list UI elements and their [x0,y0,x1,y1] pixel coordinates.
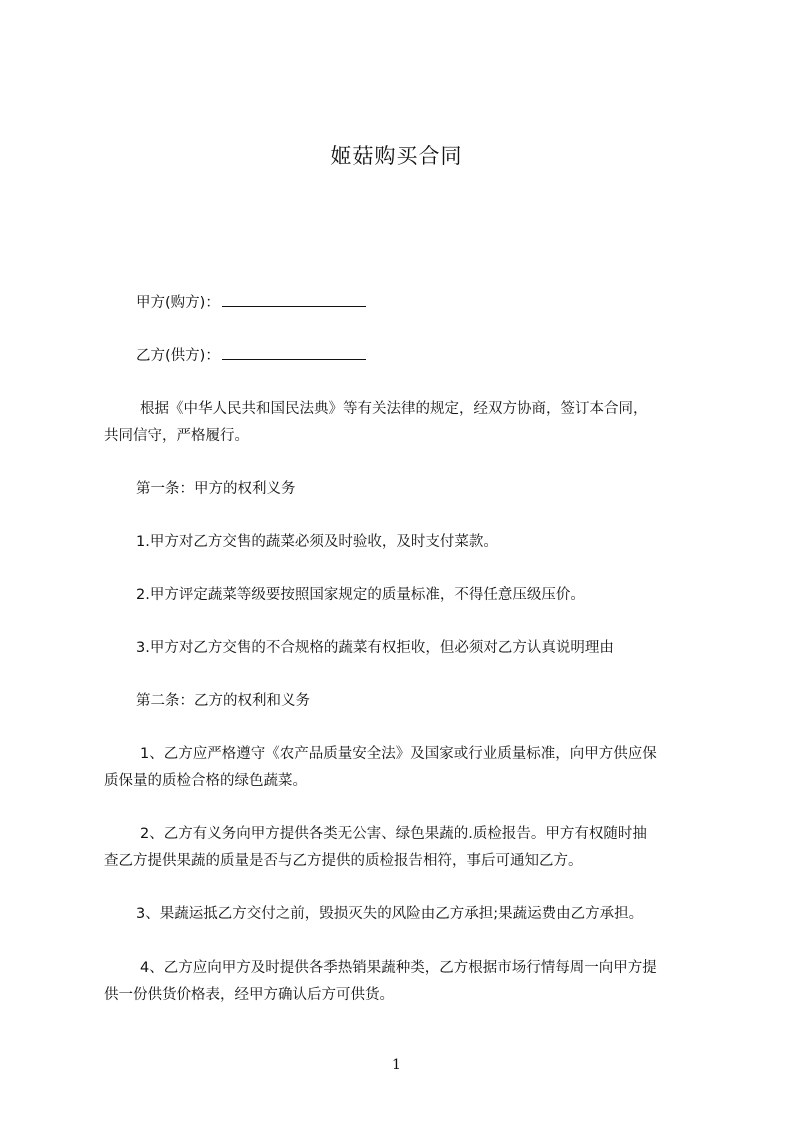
intro-line-2: 共同信守，严格履行。 [104,428,249,444]
intro-line-1: 根据《中华人民共和国民法典》等有关法律的规定，经双方协商，签订本合同， [140,401,648,417]
article1-item-2: 2.甲方评定蔬菜等级要按照国家规定的质量标准，不得任意压级压价。 [136,587,585,603]
article1-item-3: 3.甲方对乙方交售的不合规格的蔬菜有权拒收，但必须对乙方认真说明理由 [136,640,614,656]
article2-item2-line2: 查乙方提供果蔬的质量是否与乙方提供的质检报告相符，事后可通知乙方。 [104,853,583,869]
contract-title: 姬菇购买合同 [330,144,463,168]
article1-heading: 第一条：甲方的权利义务 [136,481,296,497]
party-a-blank [222,292,366,307]
article2-item4-line2: 供一份供货价格表，经甲方确认后方可供货。 [104,987,394,1003]
article2-item4-line1: 4、乙方应向甲方及时提供各季热销果蔬种类，乙方根据市场行情每周一向甲方提 [140,960,657,976]
party-b-line [136,345,366,366]
article2-item1-line2: 质保量的质检合格的绿色蔬菜。 [104,773,307,789]
article2-item1-line1: 1、乙方应严格遵守《农产品质量安全法》及国家或行业质量标准，向甲方供应保 [140,746,657,762]
party-a-line [136,292,366,313]
article1-item-1: 1.甲方对乙方交售的蔬菜必须及时验收，及时支付菜款。 [136,534,498,550]
party-a-label: 甲方(购方)： [136,295,220,311]
article2-item2-line1: 2、乙方有义务向甲方提供各类无公害、绿色果蔬的.质检报告。甲方有权随时抽 [140,826,647,842]
party-b-blank [222,345,366,360]
article2-heading: 第二条：乙方的权利和义务 [136,693,310,709]
article2-item3: 3、果蔬运抵乙方交付之前，毁损灭失的风险由乙方承担;果蔬运费由乙方承担。 [136,906,644,922]
page-number: 1 [392,1057,401,1073]
party-b-label: 乙方(供方)： [136,348,220,364]
